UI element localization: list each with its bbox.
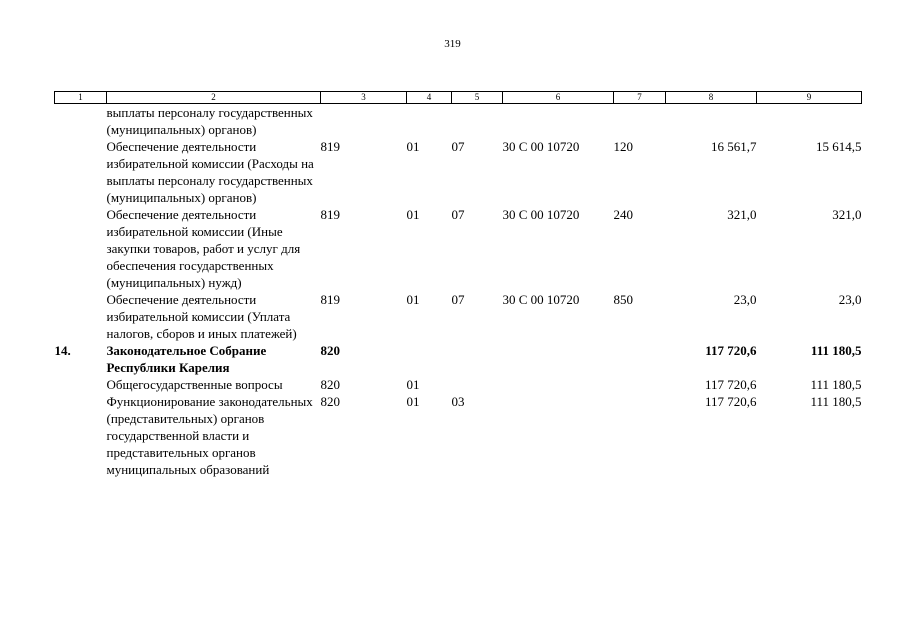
row-csr bbox=[503, 342, 614, 376]
row-pr: 07 bbox=[451, 292, 465, 307]
row-ved: 820 bbox=[320, 343, 340, 358]
row-year2: 23,0 bbox=[838, 292, 862, 307]
row-pr: 07 bbox=[451, 207, 465, 222]
row-vr bbox=[614, 342, 666, 376]
row-vr bbox=[614, 376, 666, 393]
row-pr: 07 bbox=[451, 139, 465, 154]
row-pr bbox=[452, 376, 503, 393]
page-number: 319 bbox=[444, 38, 461, 50]
row-year1: 16 561,7 bbox=[711, 139, 757, 154]
header-col-7: 7 bbox=[614, 92, 666, 104]
row-csr bbox=[503, 393, 614, 478]
row-year1: 117 720,6 bbox=[705, 343, 757, 358]
header-row bbox=[55, 92, 862, 104]
row-pr: 03 bbox=[451, 394, 465, 409]
row-number bbox=[55, 138, 107, 206]
row-csr: 30 С 00 10720 bbox=[502, 139, 580, 154]
row-rz: 01 bbox=[406, 377, 420, 392]
row-name: Законодательное Собрание Республики Карелия bbox=[106, 343, 267, 375]
row-rz: 01 bbox=[406, 292, 420, 307]
row-rz: 01 bbox=[406, 207, 420, 222]
row-year1: 117 720,6 bbox=[704, 377, 757, 392]
budget-table bbox=[54, 91, 862, 478]
row-name: Обеспечение деятельности избирательной комиссии (Расходы на выплаты персоналу государственных (муниципальных) органов) bbox=[106, 139, 314, 205]
table-row-section bbox=[55, 342, 862, 376]
row-csr bbox=[503, 376, 614, 393]
row-name: Обеспечение деятельности избирательной комиссии (Иные закупки товаров, работ и услуг для обеспечения государственных (муниципальных) нужд) bbox=[106, 207, 301, 290]
row-year2: 111 180,5 bbox=[810, 377, 862, 392]
row-ved bbox=[321, 104, 407, 139]
header-col-2: 2 bbox=[107, 92, 321, 104]
row-year1 bbox=[666, 104, 757, 139]
row-number bbox=[55, 291, 107, 342]
row-ved: 819 bbox=[320, 292, 340, 307]
row-year1: 117 720,6 bbox=[704, 394, 757, 409]
row-rz: 01 bbox=[406, 139, 420, 154]
row-name: Обеспечение деятельности избирательной комиссии (Уплата налогов, сборов и иных платежей) bbox=[106, 292, 297, 341]
row-number bbox=[55, 206, 107, 291]
row-year2: 111 180,5 bbox=[810, 394, 862, 409]
row-vr: 240 bbox=[613, 207, 633, 222]
row-number bbox=[55, 376, 107, 393]
header-col-5: 5 bbox=[452, 92, 503, 104]
row-rz: 01 bbox=[406, 394, 420, 409]
table-row bbox=[55, 291, 862, 342]
row-csr: 30 С 00 10720 bbox=[502, 292, 580, 307]
row-rz bbox=[407, 342, 452, 376]
row-year1: 23,0 bbox=[733, 292, 757, 307]
row-number: 14. bbox=[54, 343, 71, 358]
header-col-1: 1 bbox=[55, 92, 107, 104]
row-number bbox=[55, 104, 107, 139]
table-row bbox=[55, 138, 862, 206]
header-col-9: 9 bbox=[757, 92, 862, 104]
row-pr bbox=[452, 342, 503, 376]
row-csr bbox=[503, 104, 614, 139]
row-year2: 15 614,5 bbox=[816, 139, 862, 154]
row-ved: 820 bbox=[320, 394, 340, 409]
row-year2: 111 180,5 bbox=[810, 343, 862, 358]
row-name: выплаты персоналу государственных (муниципальных) органов) bbox=[106, 105, 313, 137]
header-col-6: 6 bbox=[503, 92, 614, 104]
row-ved: 819 bbox=[320, 207, 340, 222]
row-pr bbox=[452, 104, 503, 139]
header-col-4: 4 bbox=[407, 92, 452, 104]
header-col-8: 8 bbox=[666, 92, 757, 104]
table-row bbox=[55, 206, 862, 291]
row-csr: 30 С 00 10720 bbox=[502, 207, 580, 222]
row-ved: 819 bbox=[320, 139, 340, 154]
header-col-3: 3 bbox=[321, 92, 407, 104]
row-vr: 850 bbox=[613, 292, 633, 307]
row-rz bbox=[407, 104, 452, 139]
table-row bbox=[55, 393, 862, 478]
row-ved: 820 bbox=[320, 377, 340, 392]
row-vr bbox=[614, 393, 666, 478]
row-name: Общегосударственные вопросы bbox=[106, 377, 283, 392]
row-name: Функционирование законодательных (представительных) органов государственной власти и представительных органов муниципальных образований bbox=[106, 394, 313, 477]
row-year1: 321,0 bbox=[727, 207, 757, 222]
row-vr: 120 bbox=[613, 139, 633, 154]
table-row bbox=[55, 376, 862, 393]
row-vr bbox=[614, 104, 666, 139]
table-row bbox=[55, 104, 862, 139]
row-number bbox=[55, 393, 107, 478]
row-year2 bbox=[757, 104, 862, 139]
row-year2: 321,0 bbox=[832, 207, 862, 222]
